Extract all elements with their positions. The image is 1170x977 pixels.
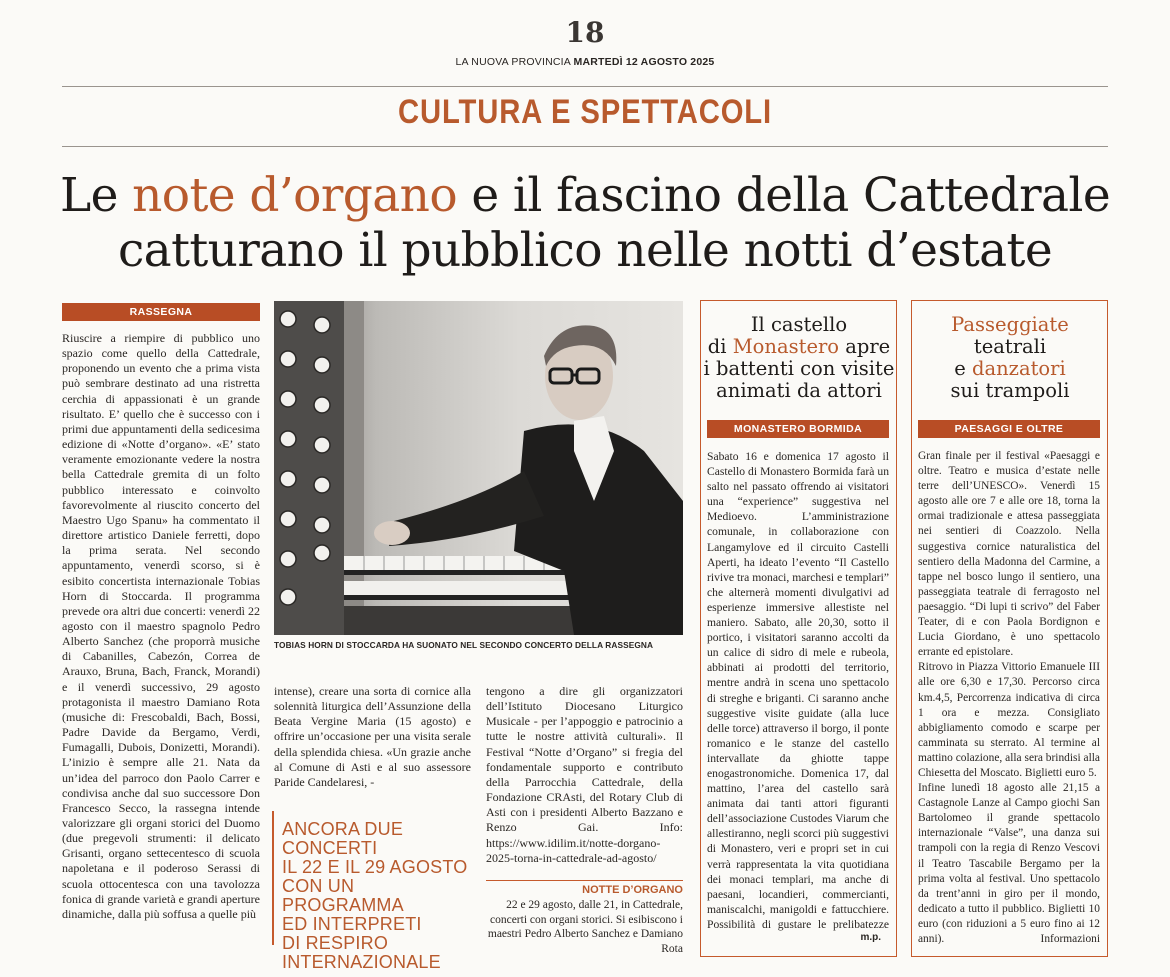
headline-line2: catturano il pubblico nelle notti d’estate xyxy=(117,223,1053,278)
monastero-signature: m.p. xyxy=(860,932,881,943)
top-divider xyxy=(62,86,1108,87)
paesaggi-label: PAESAGGI E OLTRE xyxy=(918,420,1100,438)
main-article-col2 xyxy=(274,684,471,790)
issue-date: MARTEDÌ 12 AGOSTO 2025 xyxy=(573,56,715,68)
main-article-col3 xyxy=(486,684,683,866)
monastero-title-line4: animati da attori xyxy=(716,379,882,402)
main-article-col1-text: Riuscire a riempire di pubblico uno spazio come quello della Cattedrale, proponendo un evento che a prima vista può sembrare destinato ad una ristretta cerchia di appassionati è un grande risultato. E’ quello che è successo con i primi due appuntamenti della sedicesima edizione di «Notte d’organo». «E’ stato veramente emozionante vedere la nostra bella Cattedrale gremita di un folto pubblico interessato e coinvolto favorevolmente al riuscito concerto del Maestro Ugo Spanu» ha commentato il direttore artistico Daniele ferretti, dopo la prima serata. Nel secondo appuntamento, venerdì scorso, si è esibito concertista internazionale Tobias Horn di Stoccarda. Il programma prevede ora altri due concerti: venerdì 22 agosto con il maestro spagnolo Pedro Alberto Sanchez (che proporrà musiche di Cabanilles, Cabezón, Correa de Arauxo, Bruna, Bach, Franck, Morandi) e il venerdì successivo, 29 agosto protagonista il maestro Damiano Rota (musiche di: Frescobaldi, Bach, Bossi, Padre Davide da Bergamo, Verdi, Fumagalli, Dubois, Donizetti, Morandi). L’inizio è sempre alle 21. Nata da un’idea del parroco don Paolo Carrer e condivisa anche dal suo successore Don Francesco Secco, la rassegna intende valorizzare gli organi storici del Duomo (due pregevoli strumenti: il delicato Grisanti, organo settecentesco di scuola napoletana e il poderoso Serassi di scuola ottocentesca con una tavolozza fonica di grande varietà e grandi aperture dinamiche, dalla più soffusa a quelle più xyxy=(62,331,260,921)
paesaggi-title-accent: Passeggiate xyxy=(951,313,1069,336)
main-article-col1 xyxy=(62,331,260,956)
monastero-title-accent: Monastero xyxy=(732,335,840,358)
pull-quote-line: INTERNAZIONALE xyxy=(282,952,441,972)
note-divider xyxy=(486,880,683,881)
paesaggi-body xyxy=(918,449,1100,944)
monastero-title-part: apre xyxy=(839,335,891,358)
monastero-label: MONASTERO BORMIDA xyxy=(707,420,889,438)
pull-quote-line: ANCORA DUE CONCERTI xyxy=(282,819,404,858)
headline-part2: e il fascino della Cattedrale xyxy=(457,168,1111,223)
pull-quote-rule xyxy=(272,811,274,945)
pull-quote-line: CON UN PROGRAMMA xyxy=(282,876,404,915)
paesaggi-body-para3: Infine lunedì 18 agosto alle 21,15 a Castagnole Lanze al Campo giochi San Bartolomeo il grande spettacolo internazionale “Valse”, una danza sui trampoli con la regia di Renzo Vescovi il Teatro Tascabile Bergamo per la prima volta al festival. Uno spettacolo da trent’anni in giro per il mondo, dedicato a tutto il pubblico. Biglietti 10 euro (con riduzioni a 5 euro fino ai 12 anni). Informazioni xyxy=(918,782,1100,944)
headline-accent: note d’organo xyxy=(132,168,458,223)
page-number: 18 xyxy=(565,16,605,49)
paesaggi-body-para1: Gran finale per il festival «Paesaggi e oltre. Teatro e musica d’estate nelle terre dell’UNESCO». Venerdì 15 agosto alle ore 7 e alle ore 18, torna la ormai tradizionale e attesa passeggiata nei sentieri di Coazzolo. Nella suggestiva cornice naturalistica del sentiero della Madonna del Carmine, a tappe nel bosco lungo il sentiero, una passeggiata teatrale di ferragosto nel paesaggio. “Di lupi ti scrivo” del Faber Teater, di e con Paola Bordignon e Lucia Giordano, è uno spettacolo errante ed epistolare. xyxy=(918,450,1100,659)
pull-quote-line: DI RESPIRO xyxy=(282,933,389,953)
headline-part1: Le xyxy=(59,168,133,223)
organist-photo xyxy=(274,301,683,635)
main-article-col2-text: intense), creare una sorta di cornice alla solennità liturgica dell’Assunzione della Beata Vergine Maria (15 agosto) e offrire un’occasione per una visita serale della splendida chiesa. «Un grazie anche al Comune di Asti e al suo assessore Paride Candelaresi, - xyxy=(274,684,471,789)
pull-quote-line: ED INTERPRETI xyxy=(282,914,422,934)
monastero-title-part: di xyxy=(707,335,733,358)
section-divider xyxy=(62,146,1108,147)
paesaggi-title-line2: teatrali xyxy=(973,335,1047,358)
rassegna-label: RASSEGNA xyxy=(62,303,260,321)
pull-quote xyxy=(282,820,472,972)
note-title: NOTTE D’ORGANO xyxy=(582,884,683,896)
newspaper-name: LA NUOVA PROVINCIA xyxy=(455,56,571,68)
paesaggi-body-para2: Ritrovo in Piazza Vittorio Emanuele III alle ore 6,30 e 17,30. Percorso circa km.4,5, Percorrenza indicativa di circa 1 ora e mezza. Consigliato abbigliamento comodo e scarpe per camminata su sterrato. Al termine al mattino colazione, alla sera brindisi alla Chiesetta del Moscato. Biglietti euro 5. xyxy=(918,661,1100,779)
monastero-title xyxy=(703,314,895,402)
monastero-body xyxy=(707,449,889,931)
pull-quote-line: IL 22 E IL 29 AGOSTO xyxy=(282,857,468,877)
monastero-title-line3: i battenti con visite xyxy=(703,357,895,380)
monastero-title-line1: Il castello xyxy=(750,313,848,336)
paesaggi-title-accent: danzatori xyxy=(972,357,1066,380)
page-dateline xyxy=(0,56,1170,68)
paesaggi-title-part: e xyxy=(954,357,973,380)
main-article-col3-text: tengono a dire gli organizzatori dell’Istituto Diocesano Liturgico Musicale - per l’appoggio e patrocinio a tutte le nostre attività culturali». Il Festival “Notte d’Organo” si fregia del fondamentale supporto e contributo della Parrocchia Cattedrale, della Fondazione CRAsti, del Rotary Club di Asti con i presidenti Alberto Bazzano e Renzo Gai. Info: https://www.idilim.it/notte-dorgano-2025-torna-in-cattedrale-ad-agosto/ xyxy=(486,684,683,865)
headline xyxy=(0,168,1170,278)
note-body: 22 e 29 agosto, dalle 21, in Cattedrale, concerti con organi storici. Si esibiscono i maestri Pedro Alberto Sanchez e Damiano Rota xyxy=(487,899,683,955)
monastero-body-text: Sabato 16 e domenica 17 agosto il Castello di Monastero Bormida farà un salto nel passato offrendo ai visitatori una “experience” suggestiva nel Medioevo. L’amministrazione comunale, in collaborazione con Langamylove ed il circuito Castelli Aperti, ha ideato l’evento “Il Castello rivive tra monaci, marchesi e templari” che alternerà momenti divulgativi ad esperienze immersive allestiste nel maniero. Sabato, alle 20,30, sotto il portico, i visitatori saranno accolti da un calice di sidro di mele e rubeola, abbinati ai prodotti del territorio, mentre andrà in scena uno spettacolo di streghe e briganti. Ci saranno anche suggestive visite guidate (alla luce delle torce) attraverso il borgo, il ponte romanico e le stanze del castello intervallate da ghiotte tappe enogastronomiche. Domenica 17, dal mattino, l’area del castello sarà animata dai tanti attori figuranti dell’associazione Custodes Viarum che allestiranno, negli scorci più suggestivi di Monastero, veri e propri set in cui verrà rappresentata la vita quotidiana dei monaci templari, ma anche di paesani, locandieri, commercianti, maniscalchi, manigoldi e fattucchiere. Possibilità di gustare le prelibatezze xyxy=(707,450,889,931)
paesaggi-title-line4: sui trampoli xyxy=(950,379,1070,402)
paesaggi-title xyxy=(914,314,1106,402)
photo-caption: TOBIAS HORN DI STOCCARDA HA SUONATO NEL SECONDO CONCERTO DELLA RASSEGNA xyxy=(274,640,654,650)
section-title: CULTURA E SPETTACOLI xyxy=(397,93,773,131)
